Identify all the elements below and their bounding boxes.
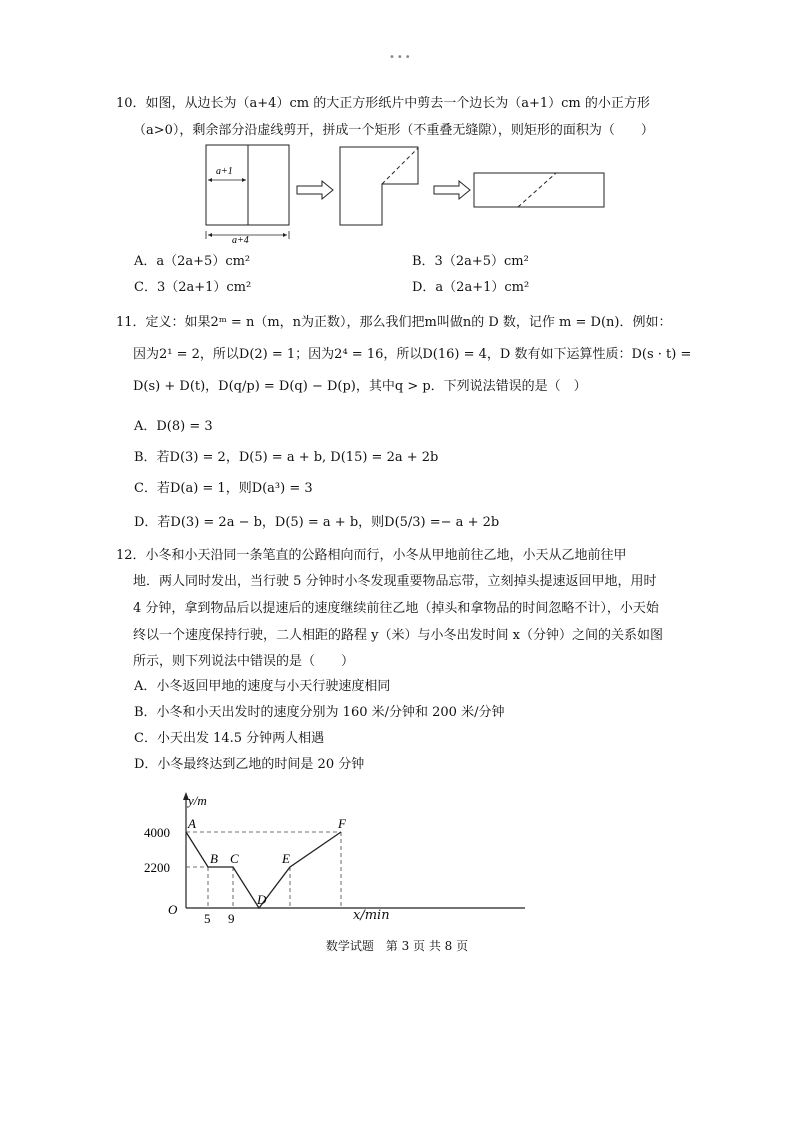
x-tick-9: 9 [228,911,235,926]
result-rectangle [474,173,604,207]
q12-stem-line3: 4 分钟，拿到物品后以提速后的速度继续前往乙地（掉头和拿物品的时间忽略不计），小天始 [133,601,659,616]
point-f-label: F [338,816,346,831]
q12-stem-line4: 终以一个速度保持行驶，二人相距的路程 y（米）与小冬出发时间 x（分钟）之间的关系如图 [133,628,663,643]
y-axis-label: y/m [188,793,207,808]
q11-option-d[interactable]: D．若D(3) = 2a − b，D(5) = a + b，则D(5/3) =− a + 2b [134,515,500,530]
q10-option-a[interactable]: A．a（2a+5）cm² [134,254,251,269]
y-tick-2200: 2200 [144,860,170,875]
footer-page-number: 第 3 页 共 8 页 [385,939,469,953]
q10-option-c[interactable]: C．3（2a+1）cm² [134,280,252,295]
point-d-label: D [257,892,267,907]
q10-option-b[interactable]: B．3（2a+5）cm² [412,254,529,269]
small-square [206,145,248,225]
q12-stem-line1: 12．小冬和小天沿同一条笔直的公路相向而行，小冬从甲地前往乙地，小天从乙地前往甲 [116,548,627,563]
q11-stem-line3: D(s) + D(t)，D(q/p) = D(q) − D(p)，其中q > p．下列说法错误的是（ ） [133,379,587,394]
q11-option-b[interactable]: B．若D(3) = 2，D(5) = a + b, D(15) = 2a + 2b [134,450,439,465]
point-e-label: E [282,851,290,866]
q12-stem-line2: 地．两人同时发出，当行驶 5 分钟时小冬发现重要物品忘带，立刻掉头提速返回甲地，用时 [133,574,657,589]
q12-option-c[interactable]: C．小天出发 14.5 分钟两人相遇 [134,731,325,746]
arrow-right-icon [297,181,333,199]
page-footer [0,937,794,954]
point-b-label: B [210,851,218,866]
q12-graph [144,790,420,926]
x-tick-5: 5 [204,911,211,926]
q12-option-d[interactable]: D．小冬最终达到乙地的时间是 20 分钟 [134,757,365,772]
q11-option-a[interactable]: A．D(8) = 3 [134,419,213,434]
q10-option-d[interactable]: D．a（2a+1）cm² [412,280,530,295]
x-axis-label: x/min [353,908,390,923]
q12-option-b[interactable]: B．小冬和小天出发时的速度分别为 160 米/分钟和 200 米/分钟 [134,705,505,720]
y-tick-4000: 4000 [144,825,170,840]
q11-option-c[interactable]: C．若D(a) = 1，则D(a³) = 3 [134,481,313,496]
label-a-plus-1: a+1 [216,166,233,177]
q10-stem-line2: （a>0），剩余部分沿虚线剪开，拼成一个矩形（不重叠无缝隙），则矩形的面积为（ ） [133,123,654,138]
q11-stem-line1: 11．定义：如果2ᵐ = n（m，n为正数），那么我们把m叫做n的 D 数，记作 m = D(n)．例如： [116,315,672,330]
q10-figure [200,143,610,245]
point-a-label: A [188,816,196,831]
arrow-right-icon [434,181,470,199]
origin-label: O [168,902,178,917]
q11-stem-line2: 因为2¹ = 2，所以D(2) = 1；因为2⁴ = 16，所以D(16) = 4，D 数有如下运算性质：D(s · t) = [133,347,692,362]
q10-stem-line1: 10．如图，从边长为（a+4）cm 的大正方形纸片中剪去一个边长为（a+1）cm 的小正方形 [116,96,650,111]
point-c-label: C [230,851,239,866]
l-shape [340,147,418,225]
footer-subject: 数学试题 [325,939,374,953]
label-a-plus-4: a+4 [232,235,249,246]
q12-stem-line5: 所示，则下列说法中错误的是（ ） [133,654,355,669]
q12-option-a[interactable]: A．小冬返回甲地的速度与小天行驶速度相同 [134,679,391,694]
page-dots: ••• [389,52,413,63]
